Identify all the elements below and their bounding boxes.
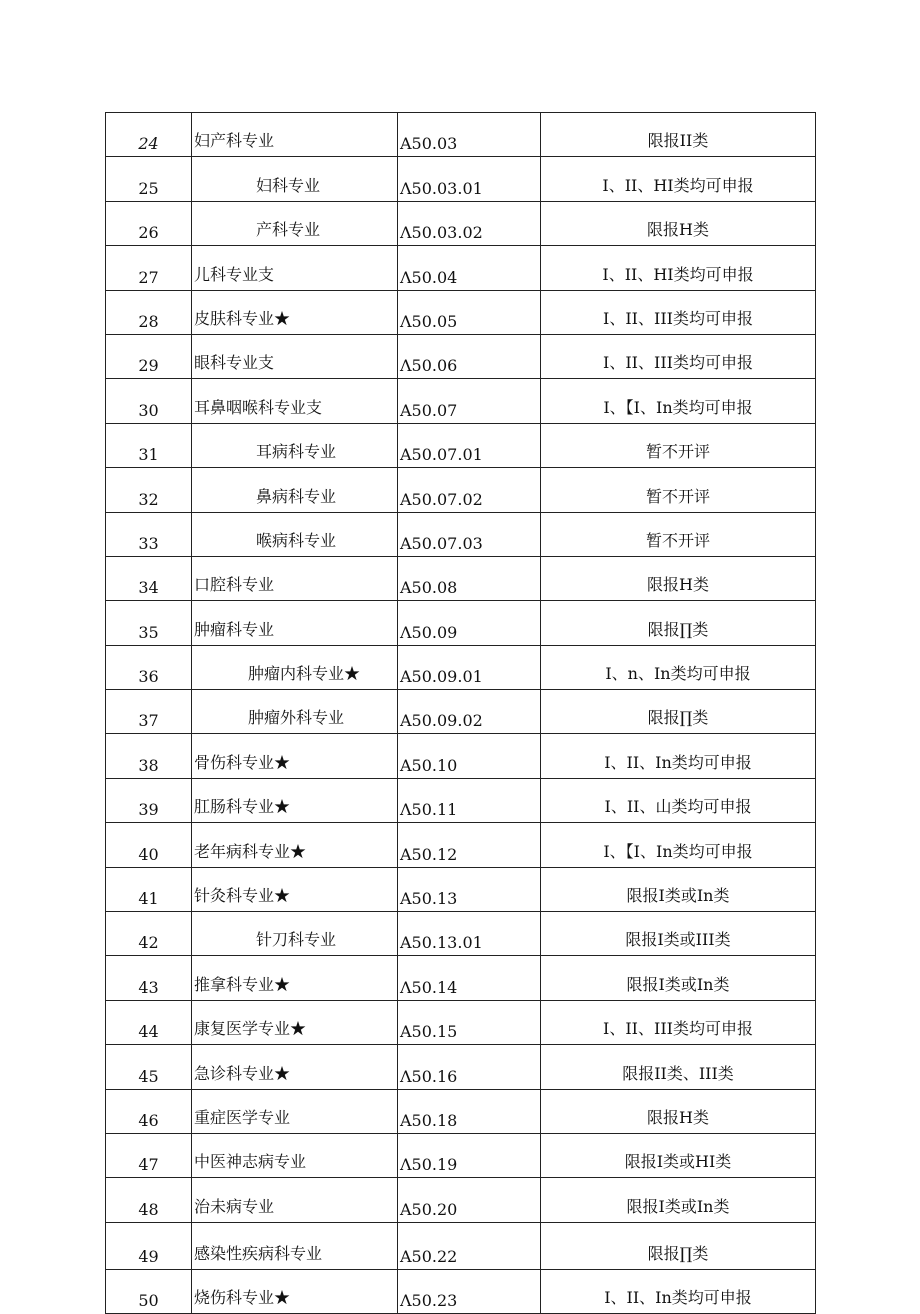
specialty-code: Λ50.06 <box>398 334 541 378</box>
application-note: 限报H类 <box>541 556 816 600</box>
table-row <box>106 512 816 556</box>
application-note: I、【I、In类均可申报 <box>541 379 816 423</box>
specialty-name: 妇科专业 <box>192 157 398 201</box>
specialty-code: A50.12 <box>398 823 541 867</box>
specialty-code: Λ50.19 <box>398 1133 541 1177</box>
row-number: 32 <box>106 468 192 512</box>
specialty-name: 烧伤科专业★ <box>192 1269 398 1313</box>
specialty-code: Λ50.16 <box>398 1045 541 1089</box>
specialty-name: 喉病科专业 <box>192 512 398 556</box>
specialty-name: 皮肤科专业★ <box>192 290 398 334</box>
specialty-code: Λ50.05 <box>398 290 541 334</box>
row-number: 46 <box>106 1089 192 1133</box>
table-row <box>106 1178 816 1222</box>
table-row <box>106 246 816 290</box>
specialty-code: Λ50.03.02 <box>398 201 541 245</box>
table-row <box>106 379 816 423</box>
application-note: 暂不开评 <box>541 512 816 556</box>
row-number: 48 <box>106 1178 192 1222</box>
application-note: 限报I类或In类 <box>541 867 816 911</box>
specialty-name: 耳鼻咽喉科专业支 <box>192 379 398 423</box>
specialty-code: A50.15 <box>398 1000 541 1044</box>
application-note: 限报II类、III类 <box>541 1045 816 1089</box>
specialty-code: A50.03 <box>398 113 541 157</box>
application-note: I、II、山类均可申报 <box>541 778 816 822</box>
specialty-name: 急诊科专业★ <box>192 1045 398 1089</box>
application-note: I、II、III类均可申报 <box>541 290 816 334</box>
specialty-name: 肿瘤科专业 <box>192 601 398 645</box>
application-note: 限报∏类 <box>541 690 816 734</box>
application-note: 限报II类 <box>541 113 816 157</box>
row-number: 36 <box>106 645 192 689</box>
specialty-name: 针灸科专业★ <box>192 867 398 911</box>
specialty-name: 耳病科专业 <box>192 423 398 467</box>
application-note: I、n、In类均可申报 <box>541 645 816 689</box>
application-note: I、II、HI类均可申报 <box>541 157 816 201</box>
table-row <box>106 778 816 822</box>
table-row <box>106 912 816 956</box>
specialty-code: Λ50.04 <box>398 246 541 290</box>
specialty-code: A50.10 <box>398 734 541 778</box>
row-number: 40 <box>106 823 192 867</box>
row-number: 49 <box>106 1222 192 1269</box>
application-note: I、II、III类均可申报 <box>541 334 816 378</box>
specialty-table <box>105 112 816 1314</box>
specialty-code: A50.20 <box>398 1178 541 1222</box>
row-number: 30 <box>106 379 192 423</box>
application-note: 限报I类或In类 <box>541 956 816 1000</box>
application-note: I、II、In类均可申报 <box>541 1269 816 1313</box>
row-number: 24 <box>106 113 192 157</box>
application-note: 限报I类或In类 <box>541 1178 816 1222</box>
application-note: 限报∏类 <box>541 1222 816 1269</box>
row-number: 42 <box>106 912 192 956</box>
row-number: 50 <box>106 1269 192 1313</box>
table-row <box>106 823 816 867</box>
application-note: I、II、III类均可申报 <box>541 1000 816 1044</box>
table-row <box>106 645 816 689</box>
specialty-name: 肿瘤外科专业 <box>192 690 398 734</box>
specialty-name: 妇产科专业 <box>192 113 398 157</box>
row-number: 25 <box>106 157 192 201</box>
application-note: I、II、HI类均可申报 <box>541 246 816 290</box>
row-number: 47 <box>106 1133 192 1177</box>
table-row <box>106 290 816 334</box>
application-note: 限报I类或III类 <box>541 912 816 956</box>
row-number: 31 <box>106 423 192 467</box>
specialty-code: A50.13.01 <box>398 912 541 956</box>
specialty-name: 肛肠科专业★ <box>192 778 398 822</box>
row-number: 26 <box>106 201 192 245</box>
table-row <box>106 201 816 245</box>
application-note: 限报I类或HI类 <box>541 1133 816 1177</box>
specialty-name: 感染性疾病科专业 <box>192 1222 398 1269</box>
table-row <box>106 734 816 778</box>
table-row <box>106 423 816 467</box>
table-row <box>106 157 816 201</box>
table-row <box>106 956 816 1000</box>
application-note: 限报H类 <box>541 1089 816 1133</box>
specialty-name: 眼科专业支 <box>192 334 398 378</box>
application-note: 限报∏类 <box>541 601 816 645</box>
table-row <box>106 1045 816 1089</box>
specialty-name: 康复医学专业★ <box>192 1000 398 1044</box>
table-row <box>106 1133 816 1177</box>
specialty-code: A50.07.02 <box>398 468 541 512</box>
row-number: 28 <box>106 290 192 334</box>
specialty-code: A50.07 <box>398 379 541 423</box>
specialty-name: 老年病科专业★ <box>192 823 398 867</box>
table-row <box>106 867 816 911</box>
table-row <box>106 1222 816 1269</box>
specialty-code: A50.09.02 <box>398 690 541 734</box>
table-row <box>106 1269 816 1313</box>
row-number: 43 <box>106 956 192 1000</box>
table-row <box>106 690 816 734</box>
specialty-code: A50.07.03 <box>398 512 541 556</box>
table-row <box>106 468 816 512</box>
specialty-name: 儿科专业支 <box>192 246 398 290</box>
specialty-table-body <box>106 113 816 1314</box>
application-note: 限报H类 <box>541 201 816 245</box>
specialty-name: 鼻病科专业 <box>192 468 398 512</box>
application-note: I、II、In类均可申报 <box>541 734 816 778</box>
table-row <box>106 113 816 157</box>
specialty-name: 重症医学专业 <box>192 1089 398 1133</box>
row-number: 38 <box>106 734 192 778</box>
specialty-name: 产科专业 <box>192 201 398 245</box>
row-number: 35 <box>106 601 192 645</box>
specialty-name: 骨伤科专业★ <box>192 734 398 778</box>
table-row <box>106 1089 816 1133</box>
row-number: 33 <box>106 512 192 556</box>
row-number: 27 <box>106 246 192 290</box>
specialty-name: 推拿科专业★ <box>192 956 398 1000</box>
specialty-code: A50.13 <box>398 867 541 911</box>
specialty-name: 中医神志病专业 <box>192 1133 398 1177</box>
specialty-name: 肿瘤内科专业★ <box>192 645 398 689</box>
specialty-code: Λ50.23 <box>398 1269 541 1313</box>
specialty-code: A50.18 <box>398 1089 541 1133</box>
row-number: 44 <box>106 1000 192 1044</box>
specialty-code: A50.08 <box>398 556 541 600</box>
table-row <box>106 601 816 645</box>
specialty-name: 针刀科专业 <box>192 912 398 956</box>
application-note: 暂不开评 <box>541 468 816 512</box>
specialty-name: 治未病专业 <box>192 1178 398 1222</box>
specialty-name: 口腔科专业 <box>192 556 398 600</box>
table-row <box>106 1000 816 1044</box>
row-number: 39 <box>106 778 192 822</box>
table-row <box>106 556 816 600</box>
specialty-code: Λ50.11 <box>398 778 541 822</box>
application-note: I、【I、In类均可申报 <box>541 823 816 867</box>
row-number: 37 <box>106 690 192 734</box>
specialty-code: Λ50.09 <box>398 601 541 645</box>
application-note: 暂不开评 <box>541 423 816 467</box>
row-number: 29 <box>106 334 192 378</box>
row-number: 34 <box>106 556 192 600</box>
row-number: 41 <box>106 867 192 911</box>
specialty-code: Λ50.14 <box>398 956 541 1000</box>
specialty-code: Λ50.03.01 <box>398 157 541 201</box>
specialty-code: A50.07.01 <box>398 423 541 467</box>
specialty-code: A50.22 <box>398 1222 541 1269</box>
specialty-code: A50.09.01 <box>398 645 541 689</box>
row-number: 45 <box>106 1045 192 1089</box>
table-row <box>106 334 816 378</box>
